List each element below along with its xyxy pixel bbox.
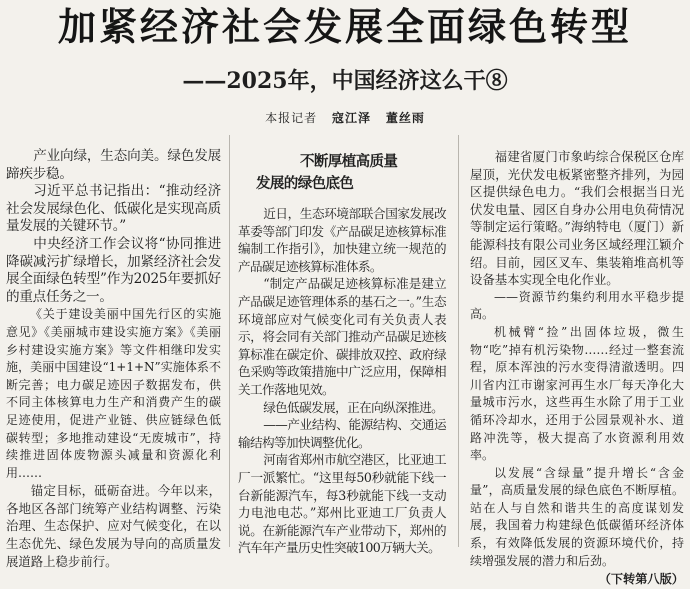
paragraph: 福建省厦门市象屿综合保税区仓库屋顶，光伏发电板紧密整齐排列，为园区提供绿色电力。“我们会根据当日光伏发电量、园区自身办公用电负荷情况等制定运行策略。”海纳特电（厦门）新能源科技有限公司业务区域经理江颖介绍。目前，园区叉车、集装箱堆高机等设备基本实现全电化作业。 [470, 149, 684, 288]
section-title-line: 不断厚植高质量 [300, 154, 398, 170]
byline-author-1: 寇江泽 [331, 111, 371, 125]
continuation-note: （下转第八版） [598, 572, 684, 587]
column-divider [229, 135, 230, 547]
column-divider [458, 135, 459, 547]
paragraph: “制定产品碳足迹核算标准是建立产品碳足迹管理体系的基石之一。”生态环境部应对气候变化司有关负责人表示，将会同有关部门推动产品碳足迹核算标准在碳定价、碳排放双控、政府绿色采购等政策措施中广泛应用，保障相关工作落地见效。 [238, 276, 446, 397]
subheadline: ——2025年，中国经济这么干⑧ [182, 68, 508, 94]
paragraph: 以发展“含绿量”提升增长“含金量”，高质量发展的绿色底色不断厚植。站在人与自然和谐共生的高度谋划发展，我国着力构建绿色低碳循环经济体系，有效降低发展的资源环境代价，持续增强发展的潜力和后劲。 [470, 465, 684, 568]
paragraph: ——资源节约集约利用水平稳步提高。 [470, 289, 684, 322]
section-title [238, 151, 446, 195]
paragraph: 习近平总书记指出：“推动经济社会发展绿色化、低碳化是实现高质量发展的关键环节。” [6, 183, 221, 235]
paragraph: 机械臂“捡”出固体垃圾，微生物“吃”掉有机污染物……经过一整套流程，原本浑浊的污水变得清澈透明。四川省内江市谢家河再生水厂每天净化大量城市污水，这些再生水除了用于工业循环冷却水，还用于公园景观补水、道路冲洗等，极大提高了水资源利用效率。 [470, 324, 684, 463]
article-column-1 [6, 148, 221, 569]
paragraph: ——产业结构、能源结构、交通运输结构等加快调整优化。 [238, 417, 446, 450]
article-column-2 [238, 148, 446, 556]
paragraph: 《关于建设美丽中国先行区的实施意见》《美丽城市建设实施方案》《美丽乡村建设实施方案》等文件相继印发实施，美丽中国建设“1+1+N”实施体系不断完善；电力碳足迹因子数据发布，供不同主体核算电力生产和消费产生的碳足迹使用，促进产业链、供应链绿色低碳转型；多地推动建设“无废城市”，持续推进固体废物源头减量和资源化利用…… [6, 307, 221, 480]
paragraph: 绿色低碳发展，正在向纵深推进。 [263, 399, 444, 415]
section-title-line: 发展的绿色底色 [256, 176, 354, 192]
byline-author-2: 董丝雨 [385, 111, 425, 125]
paragraph: 产业向绿，生态向美。绿色发展蹄疾步稳。 [6, 148, 221, 182]
paragraph: 锚定目标，砥砺奋进。今年以来，各地区各部门统筹产业结构调整、污染治理、生态保护、应对气候变化，在以生态优先、绿色发展为导向的高质量发展道路上稳步前行。 [6, 483, 221, 569]
article-column-3 [470, 148, 684, 587]
headline: 加紧经济社会发展全面绿色转型 [57, 5, 632, 49]
paragraph: 中央经济工作会议将“协同推进降碳减污扩绿增长，加紧经济社会发展全面绿色转型”作为2025年要抓好的重点任务之一。 [6, 235, 221, 305]
byline-prefix: 本报记者 [265, 111, 318, 125]
paragraph: 近日，生态环境部联合国家发展改革委等部门印发《产品碳足迹核算标准编制工作指引》，加快建立统一规范的产品碳足迹核算标准体系。 [238, 206, 446, 274]
byline [0, 110, 690, 126]
paragraph: 河南省郑州市航空港区，比亚迪工厂一派繁忙。“这里每50秒就能下线一台新能源汽车，每3秒就能下线一支动力电池电芯。”郑州比亚迪工厂负责人说。在新能源汽车产业带动下，郑州的汽车年产量历史性突破100万辆大关。 [238, 452, 446, 556]
